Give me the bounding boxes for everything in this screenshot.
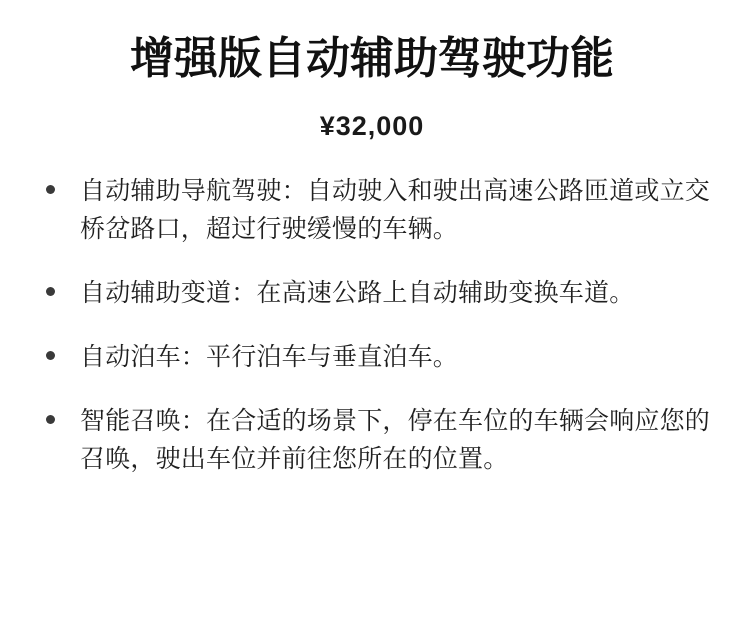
feature-text: 智能召唤：在合适的场景下，停在车位的车辆会响应您的召唤，驶出车位并前往您所在的位置。: [80, 406, 711, 473]
feature-text: 自动泊车：平行泊车与垂直泊车。: [80, 342, 459, 371]
bullet-icon: [46, 351, 55, 360]
list-item: [30, 172, 714, 248]
bullet-icon: [46, 415, 55, 424]
feature-text: 自动辅助变道：在高速公路上自动辅助变换车道。: [80, 278, 635, 307]
bullet-icon: [46, 185, 55, 194]
list-item: [30, 402, 714, 478]
page-title: 增强版自动辅助驾驶功能: [130, 34, 614, 83]
bullet-icon: [46, 287, 55, 296]
price-label: ¥32,000: [319, 110, 425, 141]
list-item: [30, 338, 714, 376]
feature-list: [30, 172, 714, 478]
feature-text: 自动辅助导航驾驶：自动驶入和驶出高速公路匝道或立交桥岔路口，超过行驶缓慢的车辆。: [80, 176, 711, 243]
list-item: [30, 274, 714, 312]
